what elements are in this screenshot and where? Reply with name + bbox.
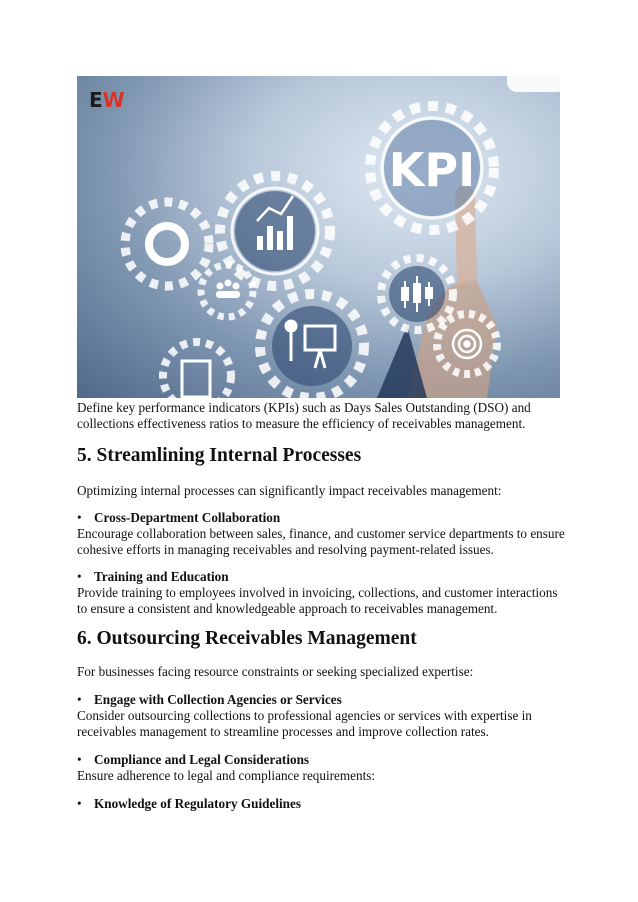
bullet-body: Consider outsourcing collections to professional agencies or services with expertise in receivables management to streamline processes and improve collection rates. (77, 708, 532, 739)
logo-e: E (89, 88, 103, 112)
section-6-intro: For businesses facing resource constraints or seeking specialized expertise: (77, 664, 474, 679)
section-5-intro: Optimizing internal processes can significantly impact receivables management: (77, 483, 502, 498)
bullet-body: Provide training to employees involved in invoicing, collections, and customer interactions to ensure a consistent and knowledgeable approach to receivables management. (77, 585, 558, 616)
bullet-dot: • (77, 752, 82, 767)
section-5-heading: 5. Streamlining Internal Processes (77, 445, 362, 466)
kpi-hero-image (77, 76, 560, 398)
bullet-dot: • (77, 569, 82, 584)
bullet-body: Encourage collaboration between sales, finance, and customer service departments to ensure cohesive efforts in managing receivables and resolving payment-related issues. (77, 526, 565, 557)
bullet-body: Ensure adherence to legal and compliance requirements: (77, 768, 376, 783)
bullet-dot: • (77, 510, 82, 525)
bullet-title: Compliance and Legal Considerations (94, 752, 310, 767)
bullet-title: Engage with Collection Agencies or Services (94, 692, 342, 707)
bullet-item (77, 752, 309, 768)
section-6-heading: 6. Outsourcing Receivables Management (77, 628, 417, 649)
ew-logo (89, 88, 125, 112)
bullet-dot: • (77, 692, 82, 707)
bullet-item (77, 692, 342, 708)
bullet-item (77, 510, 280, 526)
bullet-title: Knowledge of Regulatory Guidelines (94, 796, 301, 811)
logo-w: W (102, 88, 125, 112)
kpi-label: KPI (388, 143, 476, 197)
bullet-item (77, 569, 229, 585)
bullet-title: Cross-Department Collaboration (94, 510, 281, 525)
bullet-title: Training and Education (94, 569, 229, 584)
bullet-item (77, 796, 301, 812)
kpi-gears-illustration (77, 76, 560, 398)
bullet-dot: • (77, 796, 82, 811)
kpi-description: Define key performance indicators (KPIs) such as Days Sales Outstanding (DSO) and collections effectiveness ratios to measure the efficiency of receivables management. (77, 400, 531, 431)
